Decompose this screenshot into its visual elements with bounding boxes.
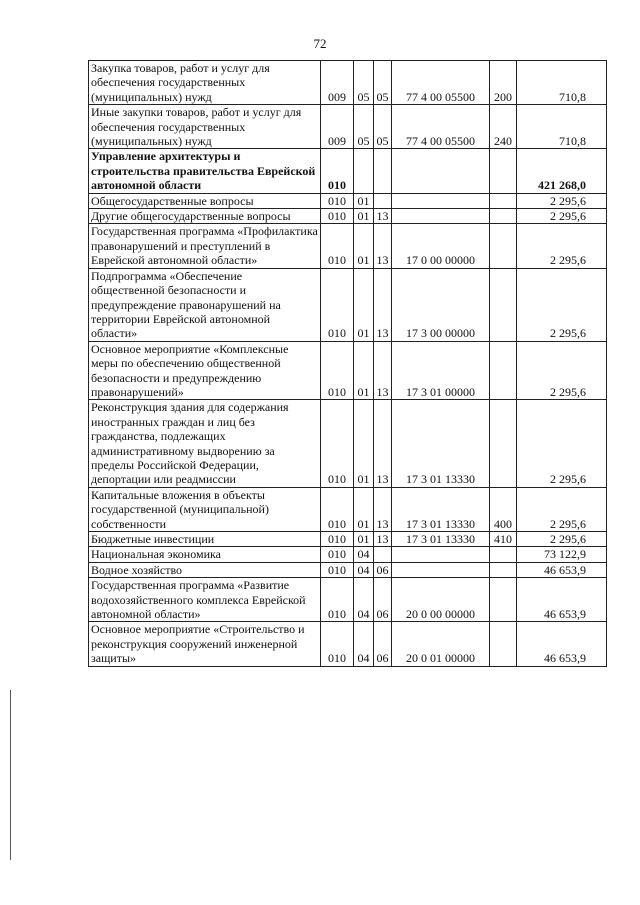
row-name: Бюджетные инвестиции [89,532,321,547]
table-row [89,105,607,149]
row-section-code: 04 [354,578,374,622]
row-subsection-code: 13 [374,341,392,400]
row-section-code: 01 [354,532,374,547]
row-amount: 710,8 [517,105,607,149]
row-expense-type-code [490,341,517,400]
row-subsection-code: 13 [374,224,392,268]
row-name: Закупка товаров, работ и услуг для обеспечения государственных (муниципальных) нужд [89,61,321,105]
row-amount: 2 295,6 [517,487,607,531]
row-amount: 2 295,6 [517,268,607,341]
row-target-article-code: 17 3 00 00000 [392,268,490,341]
row-expense-type-code [490,268,517,341]
row-subsection-code [374,149,392,193]
row-target-article-code [392,547,490,562]
row-section-code: 01 [354,224,374,268]
row-expense-type-code [490,562,517,577]
row-name: Капитальные вложения в объекты государственной (муниципальной) собственности [89,487,321,531]
row-section-code: 01 [354,341,374,400]
row-subsection-code: 13 [374,487,392,531]
row-name: Управление архитектуры и строительства правительства Еврейской автономной области [89,149,321,193]
table-row [89,149,607,193]
row-expense-type-code: 240 [490,105,517,149]
row-subsection-code: 05 [374,105,392,149]
row-name: Иные закупки товаров, работ и услуг для обеспечения государственных (муниципальных) нужд [89,105,321,149]
row-amount: 2 295,6 [517,209,607,224]
row-name: Реконструкция здания для содержания иностранных граждан и лиц без гражданства, подлежащих административному выдворению за пределы Российской Федерации, депортации или реадмиссии [89,400,321,487]
row-ved-code: 010 [321,532,354,547]
row-section-code: 04 [354,547,374,562]
row-amount: 2 295,6 [517,224,607,268]
row-section-code: 01 [354,209,374,224]
row-amount: 710,8 [517,61,607,105]
row-target-article-code [392,562,490,577]
table-row [89,224,607,268]
row-expense-type-code: 410 [490,532,517,547]
table-row [89,341,607,400]
row-expense-type-code [490,209,517,224]
row-ved-code: 010 [321,209,354,224]
row-subsection-code: 06 [374,562,392,577]
row-name: Государственная программа «Профилактика правонарушений и преступлений в Еврейской автономной области» [89,224,321,268]
row-amount: 2 295,6 [517,532,607,547]
row-amount: 46 653,9 [517,578,607,622]
row-ved-code: 010 [321,578,354,622]
row-section-code: 05 [354,105,374,149]
row-amount: 421 268,0 [517,149,607,193]
row-section-code: 01 [354,487,374,531]
row-target-article-code: 17 3 01 13330 [392,487,490,531]
row-target-article-code [392,209,490,224]
row-ved-code: 010 [321,149,354,193]
row-name: Основное мероприятие «Строительство и реконструкция сооружений инженерной защиты» [89,622,321,666]
table-row [89,622,607,666]
row-expense-type-code [490,578,517,622]
row-subsection-code: 05 [374,61,392,105]
budget-table [88,60,607,667]
row-ved-code: 010 [321,487,354,531]
row-ved-code: 009 [321,61,354,105]
row-amount: 46 653,9 [517,622,607,666]
row-target-article-code: 17 3 01 00000 [392,341,490,400]
row-ved-code: 009 [321,105,354,149]
row-expense-type-code [490,149,517,193]
table-row [89,578,607,622]
row-section-code: 01 [354,268,374,341]
row-target-article-code: 17 3 01 13330 [392,400,490,487]
row-target-article-code: 20 0 00 00000 [392,578,490,622]
row-subsection-code: 13 [374,400,392,487]
row-expense-type-code: 400 [490,487,517,531]
row-subsection-code: 13 [374,209,392,224]
row-ved-code: 010 [321,562,354,577]
row-section-code [354,149,374,193]
table-row [89,400,607,487]
row-expense-type-code [490,400,517,487]
row-ved-code: 010 [321,547,354,562]
row-expense-type-code: 200 [490,61,517,105]
row-target-article-code: 77 4 00 05500 [392,105,490,149]
row-name: Водное хозяйство [89,562,321,577]
table-body [89,61,607,667]
row-subsection-code: 13 [374,268,392,341]
row-section-code: 04 [354,622,374,666]
row-name: Основное мероприятие «Комплексные меры по обеспечению общественной безопасности и предупреждению правонарушений» [89,341,321,400]
row-subsection-code: 06 [374,578,392,622]
table-row [89,193,607,208]
row-ved-code: 010 [321,622,354,666]
table-row [89,209,607,224]
row-target-article-code: 20 0 01 00000 [392,622,490,666]
row-subsection-code: 13 [374,532,392,547]
row-target-article-code: 77 4 00 05500 [392,61,490,105]
row-expense-type-code [490,547,517,562]
row-amount: 2 295,6 [517,193,607,208]
row-ved-code: 010 [321,268,354,341]
row-amount: 46 653,9 [517,562,607,577]
row-ved-code: 010 [321,224,354,268]
row-amount: 73 122,9 [517,547,607,562]
row-ved-code: 010 [321,341,354,400]
row-target-article-code: 17 3 01 13330 [392,532,490,547]
row-name: Государственная программа «Развитие водохозяйственного комплекса Еврейской автономной области» [89,578,321,622]
row-name: Подпрограмма «Обеспечение общественной безопасности и предупреждение правонарушений на территории Еврейской автономной области» [89,268,321,341]
row-target-article-code [392,149,490,193]
row-amount: 2 295,6 [517,341,607,400]
row-name: Другие общегосударственные вопросы [89,209,321,224]
row-name: Общегосударственные вопросы [89,193,321,208]
table-row [89,61,607,105]
row-amount: 2 295,6 [517,400,607,487]
row-expense-type-code [490,193,517,208]
table-row [89,268,607,341]
row-ved-code: 010 [321,400,354,487]
row-section-code: 01 [354,400,374,487]
margin-line [10,690,11,860]
row-ved-code: 010 [321,193,354,208]
row-target-article-code: 17 0 00 00000 [392,224,490,268]
row-target-article-code [392,193,490,208]
row-expense-type-code [490,622,517,666]
row-name: Национальная экономика [89,547,321,562]
row-section-code: 04 [354,562,374,577]
page-number: 72 [313,36,327,51]
row-expense-type-code [490,224,517,268]
table-row [89,547,607,562]
row-section-code: 01 [354,193,374,208]
table-row [89,532,607,547]
table-row [89,487,607,531]
row-section-code: 05 [354,61,374,105]
table-row [89,562,607,577]
row-subsection-code [374,547,392,562]
row-subsection-code [374,193,392,208]
row-subsection-code: 06 [374,622,392,666]
